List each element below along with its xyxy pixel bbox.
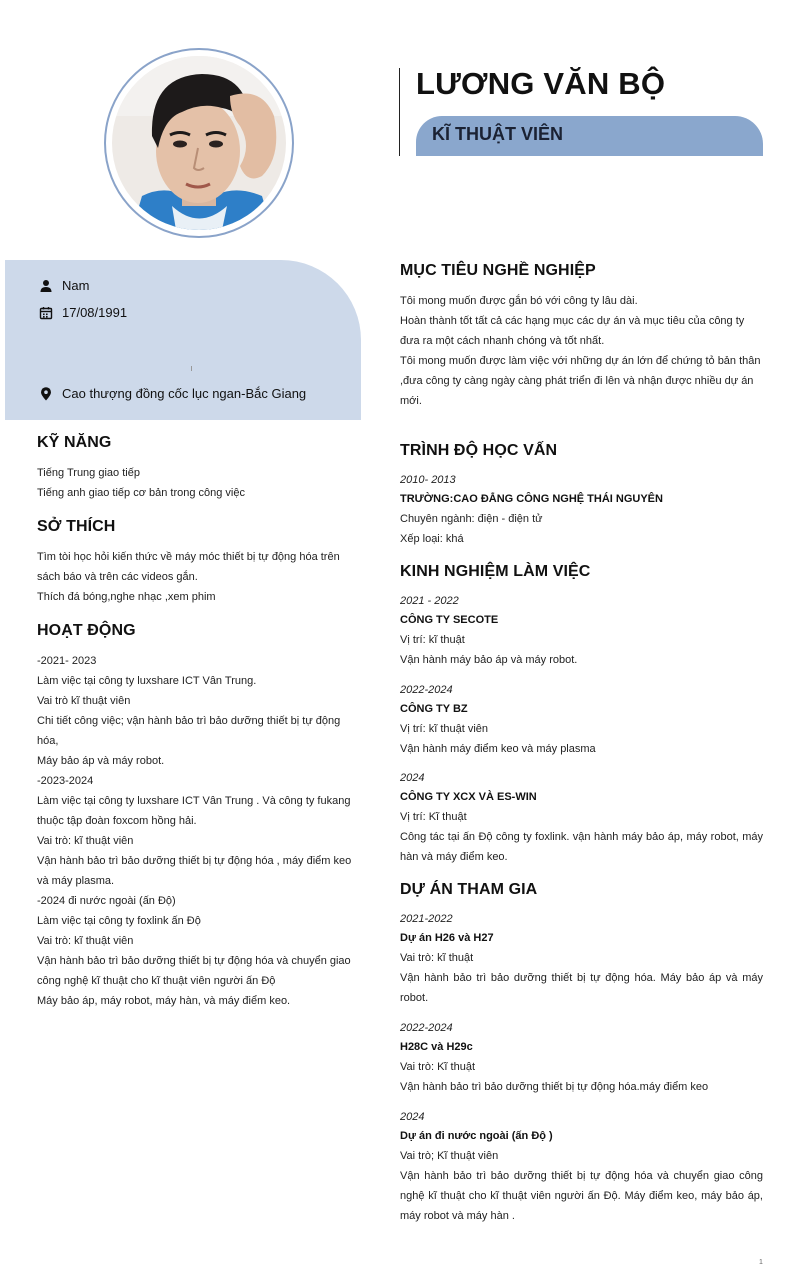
project-name: H28C và H29c <box>400 1041 473 1053</box>
experience-entry <box>400 592 763 670</box>
experience-position: Vị trí: kĩ thuật viên <box>400 723 489 735</box>
skill-item: Tiếng anh giao tiếp cơ bản trong công việc <box>37 487 245 499</box>
project-entry <box>400 1019 763 1097</box>
person-icon <box>39 279 53 293</box>
header-divider <box>399 68 400 156</box>
experience-date: 2024 <box>400 772 425 784</box>
project-name: Dự án H26 và H27 <box>400 932 494 944</box>
activities-list <box>37 651 355 1011</box>
activity-item: Làm việc tại công ty luxshare ICT Vân Trung. <box>37 675 257 687</box>
experience-company: CÔNG TY XCX VÀ ES-WIN <box>400 791 537 803</box>
activity-item: -2021- 2023 <box>37 655 97 667</box>
address-value: Cao thượng đồng cốc lục ngan-Bắc Giang <box>62 386 307 401</box>
gender-value: Nam <box>62 278 90 293</box>
activity-item: Vai trò: kĩ thuật viên <box>37 835 134 847</box>
experience-entry <box>400 681 763 759</box>
experience-position: Vị trí: Kĩ thuật <box>400 811 467 823</box>
project-role: Vai trò; Kĩ thuật viên <box>400 1150 499 1162</box>
experience-position: Vị trí: kĩ thuật <box>400 634 465 646</box>
activity-item: Máy bảo áp, máy robot, máy hàn, và máy điểm keo. <box>37 995 291 1007</box>
activity-item: Vai trò: kĩ thuật viên <box>37 935 134 947</box>
birthdate-value: 17/08/1991 <box>62 305 128 320</box>
project-date: 2024 <box>400 1111 425 1123</box>
project-date: 2022-2024 <box>400 1022 453 1034</box>
project-date: 2021-2022 <box>400 913 453 925</box>
project-role: Vai trò: kĩ thuật <box>400 952 474 964</box>
activity-item: -2024 đi nước ngoài (ấn Độ) <box>37 895 176 907</box>
project-desc: Vận hành bảo trì bảo dưỡng thiết bị tự động hóa và chuyển giao công nghệ kĩ thuật cho kĩ thuật viên người ấn Độ. Máy điểm keo, máy bảo áp, máy robot và máy hàn . <box>400 1170 763 1222</box>
education-school: TRƯỜNG:CAO ĐẲNG CÔNG NGHỆ THÁI NGUYÊN <box>400 493 663 505</box>
calendar-icon <box>39 306 53 320</box>
activity-item: Chi tiết công việc; vận hành bảo trì bảo dưỡng thiết bị tự động hóa, <box>37 715 341 747</box>
objective-item: Tôi mong muốn được gắn bó với công ty lâu dài. <box>400 295 638 307</box>
education-date: 2010- 2013 <box>400 474 456 486</box>
activity-item: Vận hành bảo trì bảo dưỡng thiết bị tự động hóa và chuyển giao công nghệ kĩ thuật cho kĩ thuật viên người ấn Độ <box>37 955 351 987</box>
project-entry <box>400 1108 763 1226</box>
activity-item: Làm việc tại công ty foxlink ấn Độ <box>37 915 201 927</box>
project-role: Vai trò: Kĩ thuật <box>400 1061 476 1073</box>
page-number: 1 <box>759 1259 763 1266</box>
objective-heading: MỤC TIÊU NGHỀ NGHIỆP <box>400 262 596 279</box>
skills-list <box>37 463 357 503</box>
education-entry <box>400 471 765 549</box>
job-title: KĨ THUẬT VIÊN <box>432 124 564 144</box>
experience-date: 2021 - 2022 <box>400 595 459 607</box>
activity-item: Vai trò kĩ thuật viên <box>37 695 131 707</box>
education-grade: Xếp loại: khá <box>400 533 464 545</box>
objective-text <box>400 291 765 411</box>
activities-heading: HOẠT ĐỘNG <box>37 622 136 639</box>
gender-row <box>39 278 89 293</box>
project-desc: Vận hành bảo trì bảo dưỡng thiết bị tự động hóa.máy điểm keo <box>400 1081 709 1093</box>
hobby-item: Thích đá bóng,nghe nhạc ,xem phim <box>37 591 216 603</box>
location-pin-icon <box>39 387 53 401</box>
activity-item: Làm việc tại công ty luxshare ICT Vân Trung . Và công ty fukang thuộc tập đoàn foxcom hồng hải. <box>37 795 351 827</box>
education-heading: TRÌNH ĐỘ HỌC VẤN <box>400 442 558 459</box>
experience-heading: KINH NGHIỆM LÀM VIỆC <box>400 563 591 580</box>
activity-item: Vận hành bảo trì bảo dưỡng thiết bị tự động hóa , máy điểm keo và máy plasma. <box>37 855 352 887</box>
hobbies-list <box>37 547 355 607</box>
objective-item: Hoàn thành tốt tất cả các hạng mục các dự án và mục tiêu của công ty đưa ra một cách nhanh chóng và tốt nhất. <box>400 315 745 347</box>
activity-item: Máy bảo áp và máy robot. <box>37 755 165 767</box>
birthdate-row <box>39 305 127 320</box>
experience-date: 2022-2024 <box>400 684 453 696</box>
projects-heading: DỰ ÁN THAM GIA <box>400 881 538 898</box>
avatar-photo <box>112 56 286 230</box>
experience-company: CÔNG TY SECOTE <box>400 614 499 626</box>
experience-desc: Công tác tại ấn Độ công ty foxlink. vận hành máy bảo áp, máy robot, máy hàn và máy điểm keo. <box>400 831 763 863</box>
hobby-item: Tìm tòi học hỏi kiến thức về máy móc thiết bị tự động hóa trên sách báo và trên các videos gắn. <box>37 551 340 583</box>
hobbies-heading: SỞ THÍCH <box>37 518 116 535</box>
candidate-name: LƯƠNG VĂN BỘ <box>416 66 666 101</box>
panel-divider-mark <box>191 366 192 371</box>
skills-heading: KỸ NĂNG <box>37 434 112 451</box>
objective-item: Tôi mong muốn được làm việc với những dự án lớn để chứng tỏ bản thân ,đưa công ty càng ngày càng phát triển đi lên và nhận được nhiều dự án mới. <box>400 355 761 407</box>
experience-company: CÔNG TY BZ <box>400 703 468 715</box>
avatar <box>112 56 286 230</box>
project-desc: Vận hành bảo trì bảo dưỡng thiết bị tự động hóa. Máy bảo áp và máy robot. <box>400 972 763 1004</box>
address-row <box>39 386 306 401</box>
experience-desc: Vận hành máy bảo áp và máy robot. <box>400 654 578 666</box>
education-major: Chuyên ngành: điện - điện tử <box>400 513 543 525</box>
skill-item: Tiếng Trung giao tiếp <box>37 467 140 479</box>
project-entry <box>400 910 763 1008</box>
experience-desc: Vận hành máy điểm keo và máy plasma <box>400 743 596 755</box>
project-name: Dự án đi nước ngoài (ấn Độ ) <box>400 1130 553 1142</box>
activity-item: -2023-2024 <box>37 775 94 787</box>
experience-entry <box>400 769 763 867</box>
